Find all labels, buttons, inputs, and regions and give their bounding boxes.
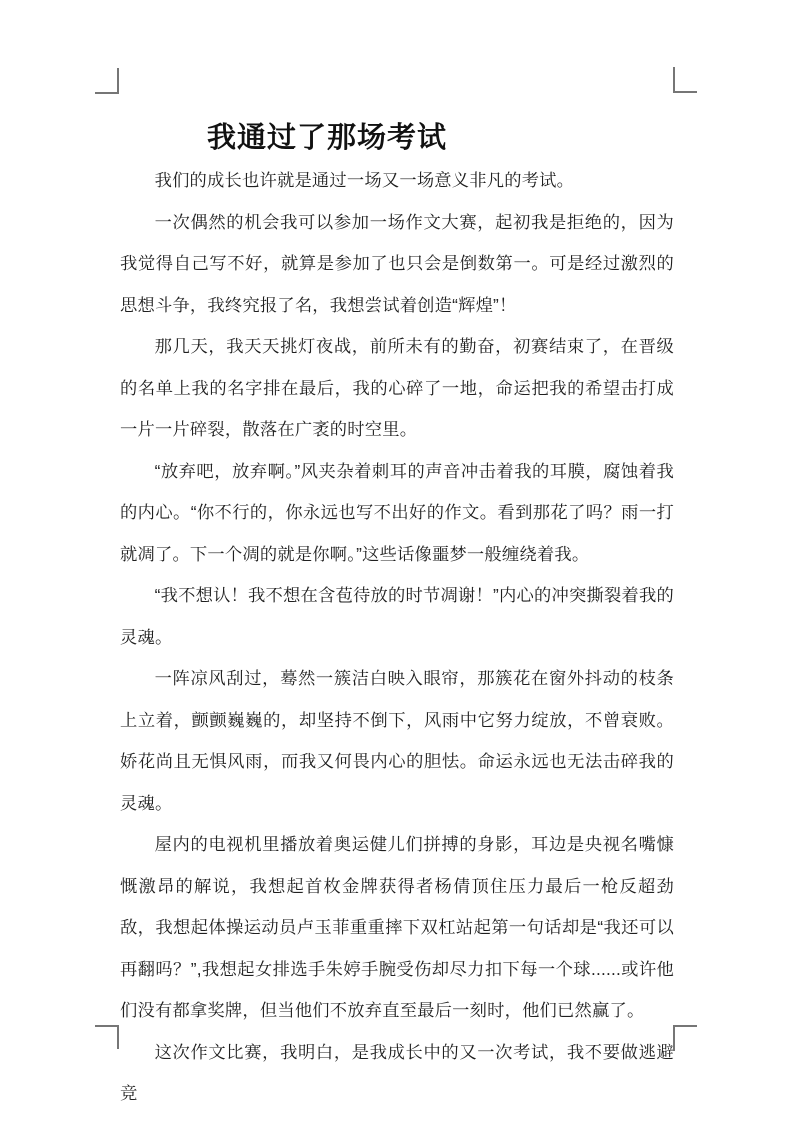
text-boundary-mark-bottom-left — [95, 1025, 119, 1049]
paragraph: 一次偶然的机会我可以参加一场作文大赛，起初我是拒绝的，因为我觉得自己写不好，就算是参加了也只会是倒数第一。可是经过激烈的思想斗争，我终究报了名，我想尝试着创造“辉煌”！ — [120, 211, 674, 315]
paragraph: “我不想认！我不想在含苞待放的时节凋谢！”内心的冲突撕裂着我的灵魂。 — [120, 585, 674, 647]
document-title: 我通过了那场考试 — [207, 122, 448, 154]
text-boundary-mark-bottom-right — [673, 1025, 697, 1051]
paragraph: 这次作文比赛，我明白，是我成长中的又一次考试，我不要做逃避竞 — [120, 1041, 674, 1103]
paragraph: “放弃吧，放弃啊。”风夹杂着刺耳的声音冲击着我的耳膜，腐蚀着我的内心。“你不行的，你永远也写不出好的作文。看到那花了吗？雨一打就凋了。下一个凋的就是你啊。”这些话像噩梦一般缠绕着我。 — [120, 460, 674, 564]
text-boundary-mark-top-left — [95, 68, 119, 94]
text-boundary-mark-top-right — [673, 67, 697, 93]
text-area — [120, 95, 674, 1103]
paragraph: 一阵凉风刮过，蓦然一簇洁白映入眼帘，那簇花在窗外抖动的枝条上立着，颤颤巍巍的，却坚持不倒下，风雨中它努力绽放，不曾衰败。娇花尚且无惧风雨，而我又何畏内心的胆怯。命运永远也无法击碎我的灵魂。 — [120, 668, 674, 813]
paragraph: 那几天，我天天挑灯夜战，前所未有的勤奋，初赛结束了，在晋级的名单上我的名字排在最后，我的心碎了一地，命运把我的希望击打成一片一片碎裂，散落在广袤的时空里。 — [120, 336, 674, 439]
paragraph: 我们的成长也许就是通过一场又一场意义非凡的考试。 — [154, 170, 575, 190]
paragraph: 屋内的电视机里播放着奥运健儿们拼搏的身影，耳边是央视名嘴慷慨激昂的解说，我想起首枚金牌获得者杨倩顶住压力最后一枪反超劲敌，我想起体操运动员卢玉菲重重摔下双杠站起第一句话却是“我还可以再翻吗？”,我想起女排选手朱婷手腕受伤却尽力扣下每一个球......或许他们没有都拿奖牌，但当他们不放弃直至最后一刻时，他们已然赢了。 — [120, 834, 674, 1020]
